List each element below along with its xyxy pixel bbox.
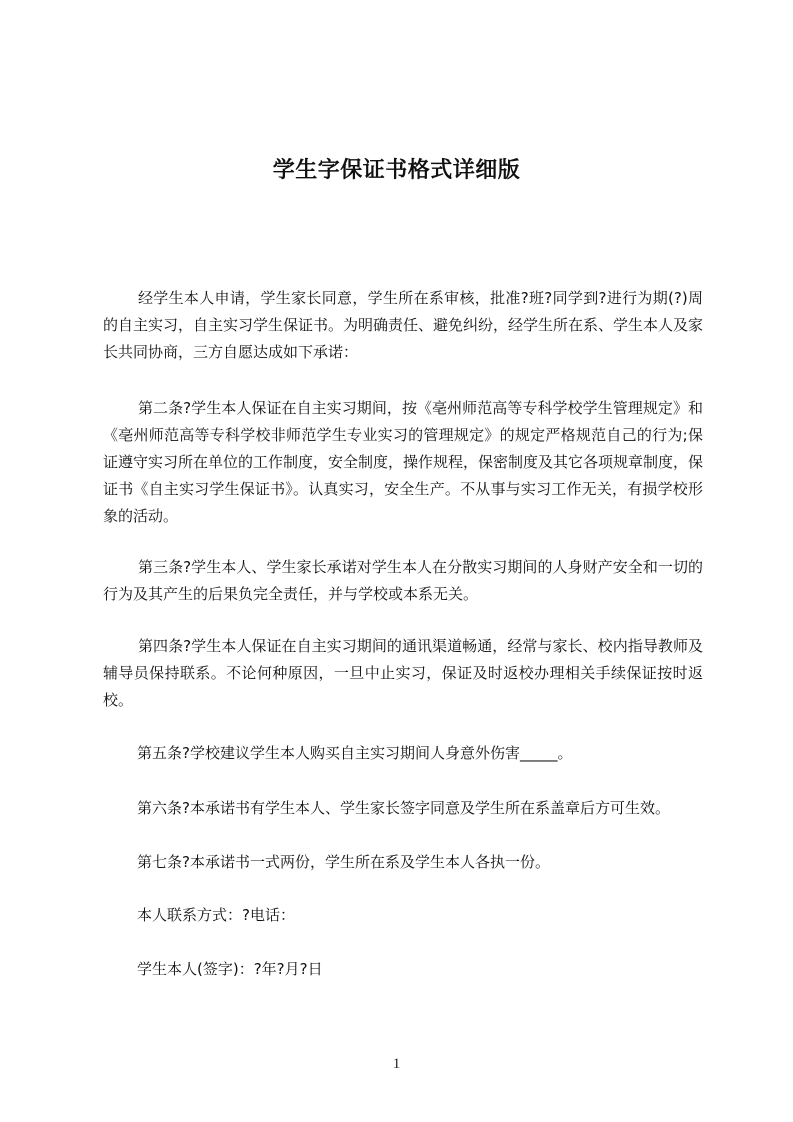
article-7-line: 第七条?本承诺书一式两份，学生所在系及学生本人各执一份。 — [137, 853, 550, 871]
article-2-paragraph: 第二条?学生本人保证在自主实习期间，按《亳州师范高等专科学校学生管理规定》和《亳州师范高等专科学校非师范学生专业实习的管理规定》的规定严格规范自己的行为;保证遵守实习所在单位的工作制度，安全制度，操作规程，保密制度及其它各项规章制度，保证书《自主实习学生保证书》。认真实习，安全生产。不从事与实习工作无关，有损学校形象的活动。 — [103, 399, 704, 525]
document-title: 学生字保证书格式详细版 — [272, 157, 521, 183]
intro-paragraph: 经学生本人申请，学生家长同意，学生所在系审核，批准?班?同学到?进行为期(?)周的自主实习，自主实习学生保证书。为明确责任、避免纠纷，经学生所在系、学生本人及家长共同协商，三方自愿达成如下承诺： — [103, 289, 704, 361]
article-4-paragraph: 第四条?学生本人保证在自主实习期间的通讯渠道畅通，经常与家长、校内指导教师及辅导员保持联系。不论何种原因，一旦中止实习，保证及时返校办理相关手续保证按时返校。 — [103, 637, 703, 709]
article-6-line: 第六条?本承诺书有学生本人、学生家长签字同意及学生所在系盖章后方可生效。 — [137, 799, 670, 817]
contact-line: 本人联系方式：?电话： — [137, 906, 295, 924]
article-3-paragraph: 第三条?学生本人、学生家长承诺对学生本人在分散实习期间的人身财产安全和一切的行为及其产生的后果负完全责任，并与学校或本系无关。 — [103, 558, 703, 603]
article-5-line: 第五条?学校建议学生本人购买自主实习期间人身意外伤害_____。 — [137, 744, 573, 762]
page-number: 1 — [392, 1056, 401, 1072]
signature-line: 学生本人(签字)：?年?月?日 — [137, 960, 323, 978]
